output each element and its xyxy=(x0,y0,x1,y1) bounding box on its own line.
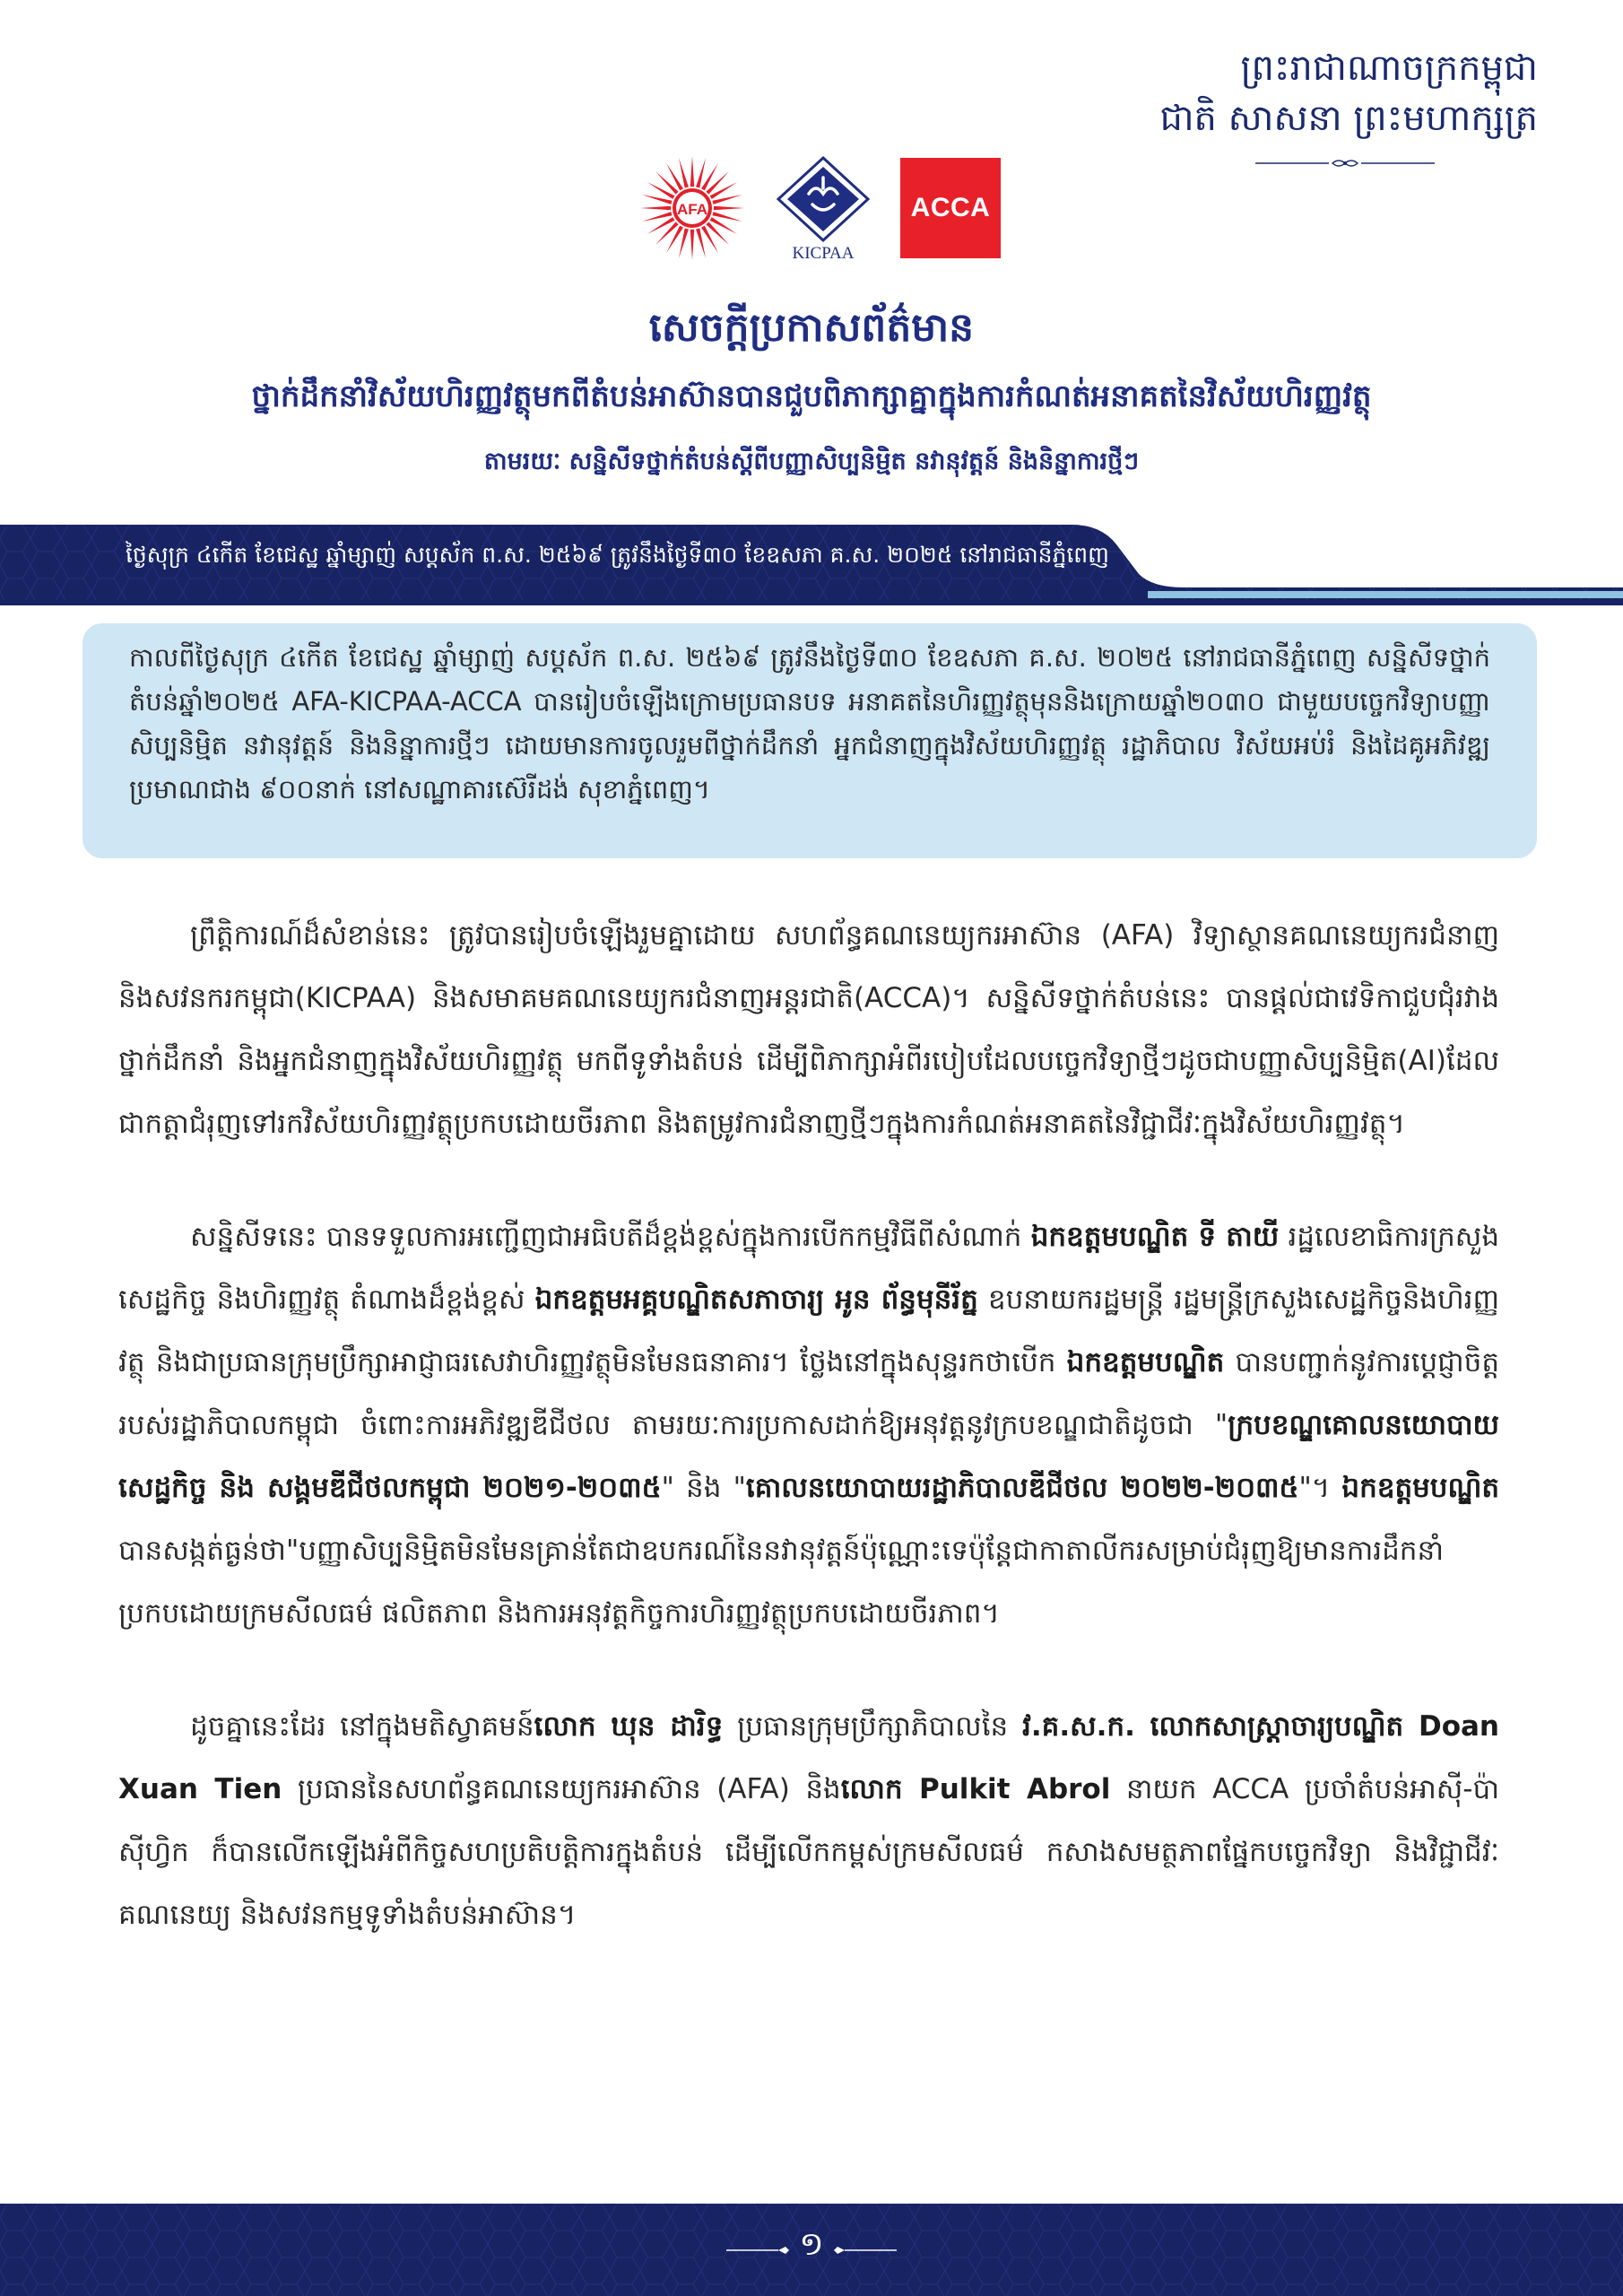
afa-logo-ray xyxy=(679,229,689,259)
acca-logo-text: ACCA xyxy=(910,193,991,222)
afa-logo-ray xyxy=(713,195,743,204)
kicpaa-logo-text: KICPAA xyxy=(792,244,855,263)
page-ornament-right xyxy=(834,2247,897,2254)
national-motto xyxy=(1107,43,1538,144)
acca-logo xyxy=(900,158,1001,258)
paragraph-3: ដូចគ្នានេះដែរ នៅក្នុងមតិស្វាគមន៍លោក ឃុន ដារិទ្ធ ប្រធានក្រុមប្រឹក្សាភិបាលនៃ វ.គ.ស.ក. លោកសាស្ត្រាចារ្យបណ្ឌិត Doan Xuan Tien ប្រធាននៃសហព័ន្ធគណនេយ្យករអាស៊ាន (AFA) និងលោក Pulkit Abrol នាយក ACCA ប្រចាំតំបន់អាស៊ី-ប៉ាស៊ីហ្វិក ក៏បានលើកឡើងអំពីកិច្ចសហប្រតិបត្តិការក្នុងតំបន់ ដើម្បីលើកកម្ពស់ក្រមសីលធម៌ កសាងសមត្ថភាពផ្នែកបច្ចេកវិទ្យា និងវិជ្ជាជីវៈគណនេយ្យ និងសវនកម្មទូទាំងតំបន់អាស៊ាន។ xyxy=(118,1710,1499,1931)
afa-logo-ray xyxy=(690,156,694,187)
afa-logo-ray xyxy=(642,212,673,222)
headline: ថ្នាក់ដឹកនាំវិស័យហិរញ្ញវត្ថុមកពីតំបន់អាស៊ានបានជួបពិភាក្សាគ្នាក្នុងការកំណត់អនាគតនៃវិស័យហិរញ្ញវត្ថុ xyxy=(251,378,1372,414)
afa-logo-ray xyxy=(647,182,675,199)
afa-logo-ray xyxy=(655,171,679,195)
motto-nation-religion-king: ជាតិ សាសនា ព្រះមហាក្សត្រ xyxy=(1159,98,1538,139)
afa-logo-ray xyxy=(666,226,683,254)
name-aun-pornmoniroth: ឯកឧត្តមអគ្គបណ្ឌិតសភាចារ្យ អូន ព័ន្ធមុនីរ័ត្ន xyxy=(534,1283,978,1316)
motto-kingdom: ព្រះរាជាណាចក្រកម្ពុជា xyxy=(1240,48,1538,89)
afa-logo-ray xyxy=(714,206,744,210)
afa-logo-text: AFA xyxy=(677,201,707,218)
date-line: ថ្ងៃសុក្រ ៤កើត ខែជេស្ឋ ឆ្នាំម្សាញ់ សប្តស័ក ព.ស. ២៥៦៩ ត្រូវនឹងថ្ងៃទី៣០ ខែឧសភា គ.ស. ២០២៥ នៅរាជធានីភ្នំពេញ xyxy=(126,542,1109,568)
page-title: សេចក្តីប្រកាសព័ត៌មាន xyxy=(648,305,975,351)
summary-box xyxy=(82,623,1537,858)
paragraph-2: សន្និសីទនេះ បានទទួលការអញ្ជើញជាអធិបតីដ៏ខ្ពង់ខ្ពស់ក្នុងការបើកកម្មវិធីពីសំណាក់ ឯកឧត្តមបណ្ឌិត ទី តាយី រដ្ឋលេខាធិការក្រសួងសេដ្ឋកិច្ច និងហិរញ្ញវត្ថុ តំណាងដ៏ខ្ពង់ខ្ពស់ ឯកឧត្តមអគ្គបណ្ឌិតសភាចារ្យ អូន ព័ន្ធមុនីរ័ត្ន ឧបនាយករដ្ឋមន្រ្តី រដ្ឋមន្រ្តីក្រសួងសេដ្ឋកិច្ចនិងហិរញ្ញវត្ថុ និងជាប្រធានក្រុមប្រឹក្សាអាជ្ញាធរសេវាហិរញ្ញវត្ថុមិនមែនធនាគារ។ ថ្លែងនៅក្នុងសុន្ទរកថាបើក ឯកឧត្តមបណ្ឌិត បានបញ្ជាក់នូវការប្តេជ្ញាចិត្តរបស់រដ្ឋាភិបាលកម្ពុជា ចំពោះការអភិវឌ្ឍឌីជីថល តាមរយៈការប្រកាសដាក់ឱ្យអនុវត្តនូវក្របខណ្ឌជាតិដូចជា "ក្របខណ្ឌគោលនយោបាយសេដ្ឋកិច្ច និង សង្គមឌីជីថលកម្ពុជា ២០២១-២០៣៥" និង "គោលនយោបាយរដ្ឋាភិបាលឌីជីថល ២០២២-២០៣៥"។ ឯកឧត្តមបណ្ឌិត បានសង្កត់ធ្ងន់ថា"បញ្ញាសិប្បនិម្មិតមិនមែនគ្រាន់តែជាឧបករណ៍នៃនវានុវត្តន៍ប៉ុណ្ណោះទេប៉ុន្តែជាកាតាលីករសម្រាប់ជំរុញឱ្យមានការដឹកនាំប្រកបដោយក្រមសីលធម៌ ផលិតភាព និងការអនុវត្តកិច្ចការហិរញ្ញវត្ថុប្រកបដោយចីរភាព។ xyxy=(118,1221,1500,1630)
name-doan-xuan-tien: វ.គ.ស.ក. លោកសាស្ត្រាចារ្យបណ្ឌិត Doan Xuan Tien xyxy=(118,1710,1499,1805)
afa-logo-ray xyxy=(696,158,706,188)
afa-logo xyxy=(638,154,746,262)
sub-headline: តាមរយៈ សន្និសីទថ្នាក់តំបន់ស្តីពីបញ្ញាសិប្បនិម្មិត នវានុវត្តន៍ និងនិន្នាការថ្មីៗ xyxy=(483,448,1140,475)
afa-logo-ray xyxy=(701,163,718,191)
afa-logo-ray xyxy=(696,229,706,259)
afa-logo-ray xyxy=(710,182,738,199)
kicpaa-logo xyxy=(769,152,877,264)
afa-logo-ray xyxy=(647,217,675,234)
article-body xyxy=(118,904,1499,1996)
afa-logo-ray xyxy=(640,206,671,210)
afa-logo-ray xyxy=(679,158,689,188)
name-khun-darith: លោក ឃុន ដារិទ្ធ xyxy=(534,1710,724,1743)
honorific-excellency: ឯកឧត្តមបណ្ឌិត xyxy=(1066,1346,1225,1378)
afa-logo-ray xyxy=(706,171,729,195)
afa-logo-ray xyxy=(666,163,683,191)
partner-logos xyxy=(638,154,1001,262)
name-ty-taing: ឯកឧត្តមបណ្ឌិត ទី តាយី xyxy=(1030,1221,1280,1253)
afa-logo-ray xyxy=(710,217,738,234)
afa-logo-ray xyxy=(642,195,673,204)
paragraph-1: ព្រឹត្តិការណ៍ដ៏សំខាន់នេះ ត្រូវបានរៀបចំឡើងរួមគ្នាដោយ សហព័ន្ធគណនេយ្យករអាស៊ាន (AFA) វិទ្យាស្ថានគណនេយ្យករជំនាញ និងសវនករកម្ពុជា(KICPAA) និងសមាគមគណនេយ្យករជំនាញអន្តរជាតិ(ACCA)។ សន្និសីទថ្នាក់តំបន់នេះ បានផ្តល់ជាវេទិកាជួបជុំរវាងថ្នាក់ដឹកនាំ និងអ្នកជំនាញក្នុងវិស័យហិរញ្ញវត្ថុ មកពីទូទាំងតំបន់ ដើម្បីពិភាក្សាអំពីរបៀបដែលបច្ចេកវិទ្យាថ្មីៗដូចជាបញ្ញាសិប្បនិម្មិត(AI)ដែលជាកត្តាជំរុញទៅរកវិស័យហិរញ្ញវត្ថុប្រកបដោយចីរភាព និងតម្រូវការជំនាញថ្មីៗក្នុងការកំណត់អនាគតនៃវិជ្ជាជីវៈក្នុងវិស័យហិរញ្ញវត្ថុ។ xyxy=(118,919,1499,1140)
afa-logo-ray xyxy=(655,222,679,245)
afa-logo-ray xyxy=(706,222,729,245)
policy-framework-title: ក្របខណ្ឌគោលនយោបាយសេដ្ឋកិច្ច និង សង្គមឌីជីថលកម្ពុជា ២០២១-២០៣៥ xyxy=(118,1409,1499,1504)
digital-government-policy-title: គោលនយោបាយរដ្ឋាភិបាលឌីជីថល ២០២២-២០៣៥ xyxy=(745,1472,1299,1504)
afa-logo-ray xyxy=(690,230,694,260)
page-footer xyxy=(0,2204,1623,2296)
name-pulkit-abrol: លោក Pulkit Abrol xyxy=(840,1773,1111,1805)
page-number: ១ xyxy=(799,2226,824,2263)
honorific-excellency-2: ឯកឧត្តមបណ្ឌិត xyxy=(1341,1472,1499,1504)
afa-logo-ray xyxy=(713,212,743,222)
motto-ornament xyxy=(1255,158,1435,169)
afa-logo-ray xyxy=(701,226,718,254)
summary-text: កាលពីថ្ងៃសុក្រ ៤កើត ខែជេស្ឋ ឆ្នាំម្សាញ់ សប្តស័ក ព.ស. ២៥៦៩ ត្រូវនឹងថ្ងៃទី៣០ ខែឧសភា គ.ស. ២០២៥ នៅរាជធានីភ្នំពេញ សន្និសីទថ្នាក់តំបន់ឆ្នាំ២០២៥ AFA-KICPAA-ACCA បានរៀបចំឡើងក្រោមប្រធានបទ អនាគតនៃហិរញ្ញវត្ថុមុននិងក្រោយឆ្នាំ២០៣០ ជាមួយបច្ចេកវិទ្យាបញ្ញាសិប្បនិម្មិត នវានុវត្តន៍ និងនិន្នាការថ្មីៗ ដោយមានការចូលរួមពីថ្នាក់ដឹកនាំ អ្នកជំនាញក្នុងវិស័យហិរញ្ញវត្ថុ រដ្ឋាភិបាល វិស័យអប់រំ និងដៃគូអភិវឌ្ឍ ប្រមាណជាង ៩០០នាក់ នៅសណ្ឋាគារ​ស៊េរីដង់ សុខាភ្នំពេញ។ xyxy=(129,642,1490,804)
